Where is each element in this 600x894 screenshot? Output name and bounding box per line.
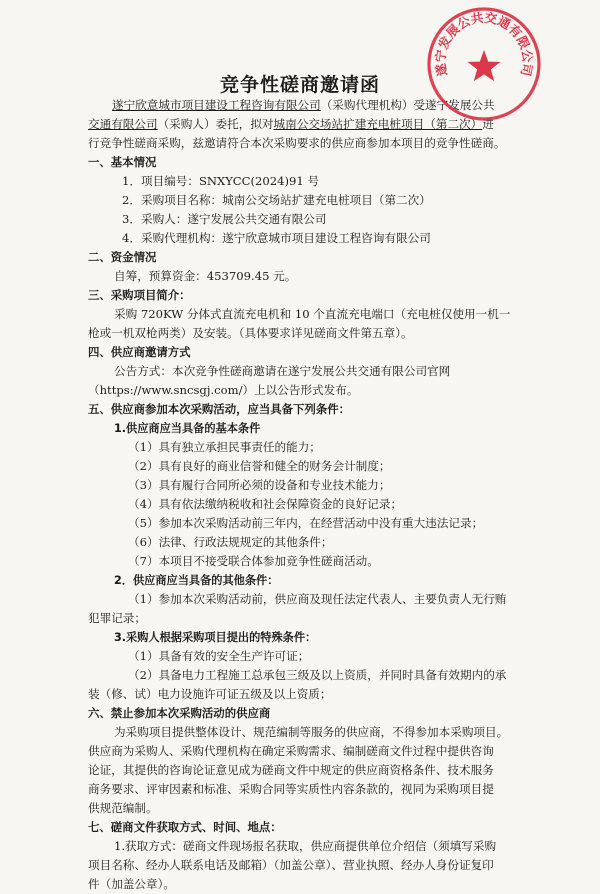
subsection-heading: 2．供应商应当具备的其他条件：: [114, 574, 279, 587]
section-heading-6: 六、禁止参加本次采购活动的供应商: [88, 706, 271, 720]
buyer-name: 交通有限公司: [88, 117, 158, 131]
document-body: 遂宁欣意城市项目建设工程咨询有限公司（采购代理机构）受遂宁发展公共 交通有限公司（采购人）委托，拟对城南公交场站扩建充电桩项目（第二次）进 行竞争性磋商采购，兹邀请符合本次采购要求的供应商参加本项目的竞争性磋商。 一、基本情况 1．项目编号：SNXYCC(2024)91 号 2．采购项目名称：城南公交场站扩建充电桩项目（第二次） 3．采购人：遂宁发展公共交通有限公司 4．采购代理机构：遂宁欣意城市项目建设工程咨询有限公司 二、资金情况 自筹，预算资金：453709.45 元。 三、采购项目简介： 采购 720KW 分体式直流充电机和 10 个直流充电端口（充电桩仅使用一机一 枪或一机双枪两类）及安装。（具体要求详见磋商文件第五章）。 四、供应商邀请方式 公告方式：本次竞争性磋商邀请在遂宁发展公共交通有限公司官网 （https://www.sncsgj.com/）上以公告形式发布。 五、供应商参加本次采购活动，应当具备下列条件： 1.供应商应当具备的基本条件 （1）具有独立承担民事责任的能力； （2）具有良好的商业信誉和健全的财务会计制度； （3）具有履行合同所必须的设备和专业技术能力； （4）具有依法缴纳税收和社会保障资金的良好记录； （5）参加本次采购活动前三年内，在经营活动中没有重大违法记录； （6）法律、行政法规规定的其他条件； （7）本项目不接受联合体参加竞争性磋商活动。 2．供应商应当具备的其他条件： （1）参加本次采购活动前，供应商及现任法定代表人、主要负责人无行贿 犯罪记录； 3.采购人根据采购项目提出的特殊条件： （1）具备有效的安全生产许可证； （2）具备电力工程施工总承包三级及以上资质，并同时具备有效期内的承 装（修、试）电力设施许可证五级及以上资质； 六、禁止参加本次采购活动的供应商 为采购项目提供整体设计、规范编制等服务的供应商，不得参加本采购项目。 供应商为采购人、采购代理机构在确定采购需求、编制磋商文件过程中提供咨询 论证，其提供的咨询论证意见成为磋商文件中规定的供应商资格条件、技术服务 商务要求、评审因素和标准、采购合同等实质性内容条款的，视同为采购项目提 供规范编制。 七、磋商文件获取方式、时间、地点： 1.获取方式：磋商文件现场报名获取，供应商提供单位介绍信（须填写采购 项目名称、经办人联系电话及邮箱）（加盖公章）、营业执照、经办人身份证复印 件（加盖公章）。: [88, 96, 528, 894]
official-seal: [424, 4, 544, 124]
project-name: 城南公交场站扩建充电桩项目（第二次）: [273, 117, 483, 131]
section-heading-1: 一、基本情况: [88, 155, 157, 169]
section-heading-3: 三、采购项目简介：: [88, 288, 191, 302]
funding-text: 自筹，预算资金：453709.45 元。: [114, 269, 297, 283]
condition-item: （2）具有良好的商业信誉和健全的财务会计制度；: [128, 459, 391, 473]
condition-item: （1）具有独立承担民事责任的能力；: [128, 440, 321, 454]
condition-item: （6）法律、行政法规规定的其他条件；: [128, 535, 333, 549]
intro-paragraph: 遂宁欣意城市项目建设工程咨询有限公司（采购代理机构）受遂宁发展公共: [112, 98, 495, 112]
agency-name: 遂宁欣意城市项目建设工程咨询有限公司: [112, 98, 321, 112]
section-heading-7: 七、磋商文件获取方式、时间、地点：: [88, 820, 282, 834]
basic-item: 4．采购代理机构：遂宁欣意城市项目建设工程咨询有限公司: [122, 231, 431, 245]
section-heading-4: 四、供应商邀请方式: [88, 345, 191, 359]
subsection-heading: 1.供应商应当具备的基本条件: [114, 422, 261, 435]
condition-item: （7）本项目不接受联合体参加竞争性磋商活动。: [128, 554, 379, 568]
section-heading-2: 二、资金情况: [88, 250, 157, 264]
condition-item: （5）参加本次采购活动前三年内，在经营活动中没有重大违法记录；: [128, 516, 484, 530]
seal-star-icon: [467, 50, 500, 81]
document-title: 竞争性磋商邀请函: [219, 74, 380, 96]
section-heading-5: 五、供应商参加本次采购活动，应当具备下列条件：: [88, 402, 350, 416]
basic-item: 2．采购项目名称：城南公交场站扩建充电桩项目（第二次）: [122, 193, 431, 207]
condition-item: （3）具有履行合同所必须的设备和专业技术能力；: [128, 478, 391, 492]
seal-text: 遂宁发展公共交通有限公司: [432, 9, 536, 78]
condition-item: （4）具有依法缴纳税收和社会保障资金的良好记录；: [128, 497, 403, 511]
subsection-heading: 3.采购人根据采购项目提出的特殊条件：: [114, 631, 317, 644]
basic-item: 1．项目编号：SNXYCC(2024)91 号: [122, 174, 320, 188]
basic-item: 3．采购人：遂宁发展公共交通有限公司: [122, 212, 327, 226]
